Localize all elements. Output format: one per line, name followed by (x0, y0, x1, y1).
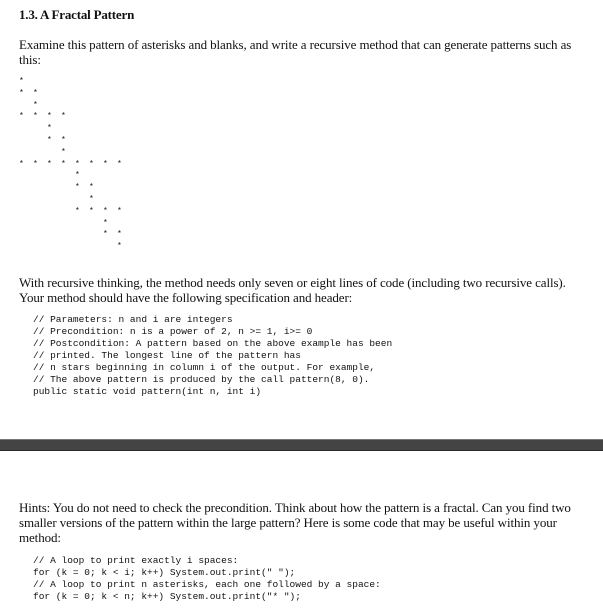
spec-code-line: public static void pattern(int n, int i) (33, 386, 262, 397)
spec-code-line: // Precondition: n is a power of 2, n >= 1, i>= 0 (33, 326, 313, 337)
hint-code-line: for (k = 0; k < n; k++) System.out.print("* "); (33, 591, 301, 602)
hints-paragraph: Hints: You do not need to check the precondition. Think about how the pattern is a fractal. Can you find two smaller versions of the pattern within the large pattern? Here is some code that may be useful within your method: (19, 500, 571, 545)
hint-code-line: for (k = 0; k < i; k++) System.out.print(" "); (33, 567, 296, 578)
spec-code-block (33, 314, 392, 398)
spec-code-line: // n stars beginning in column i of the output. For example, (33, 362, 376, 373)
spec-code-line: // The above pattern is produced by the call pattern(8, 0). (33, 374, 370, 385)
spec-code-line: // printed. The longest line of the pattern has (33, 350, 301, 361)
page-title: 1.3. A Fractal Pattern (19, 7, 135, 22)
recursive-paragraph: With recursive thinking, the method needs only seven or eight lines of code (including two recursive calls). Your method should have the following specification and header: (19, 275, 566, 305)
spec-code-line: // Parameters: n and i are integers (33, 314, 233, 325)
intro-paragraph: Examine this pattern of asterisks and blanks, and write a recursive method that can generate patterns such as this: (19, 37, 572, 67)
spec-code-line: // Postcondition: A pattern based on the above example has been (33, 338, 393, 349)
asterisk-pattern: * * * * * * * * * * * * * * * * * * * * * * * * * * * * * * * * (19, 77, 125, 252)
hint-code-block (33, 555, 381, 603)
page-divider (0, 439, 603, 451)
hint-code-line: // A loop to print n asterisks, each one followed by a space: (33, 579, 381, 590)
hint-code-line: // A loop to print exactly i spaces: (33, 555, 239, 566)
